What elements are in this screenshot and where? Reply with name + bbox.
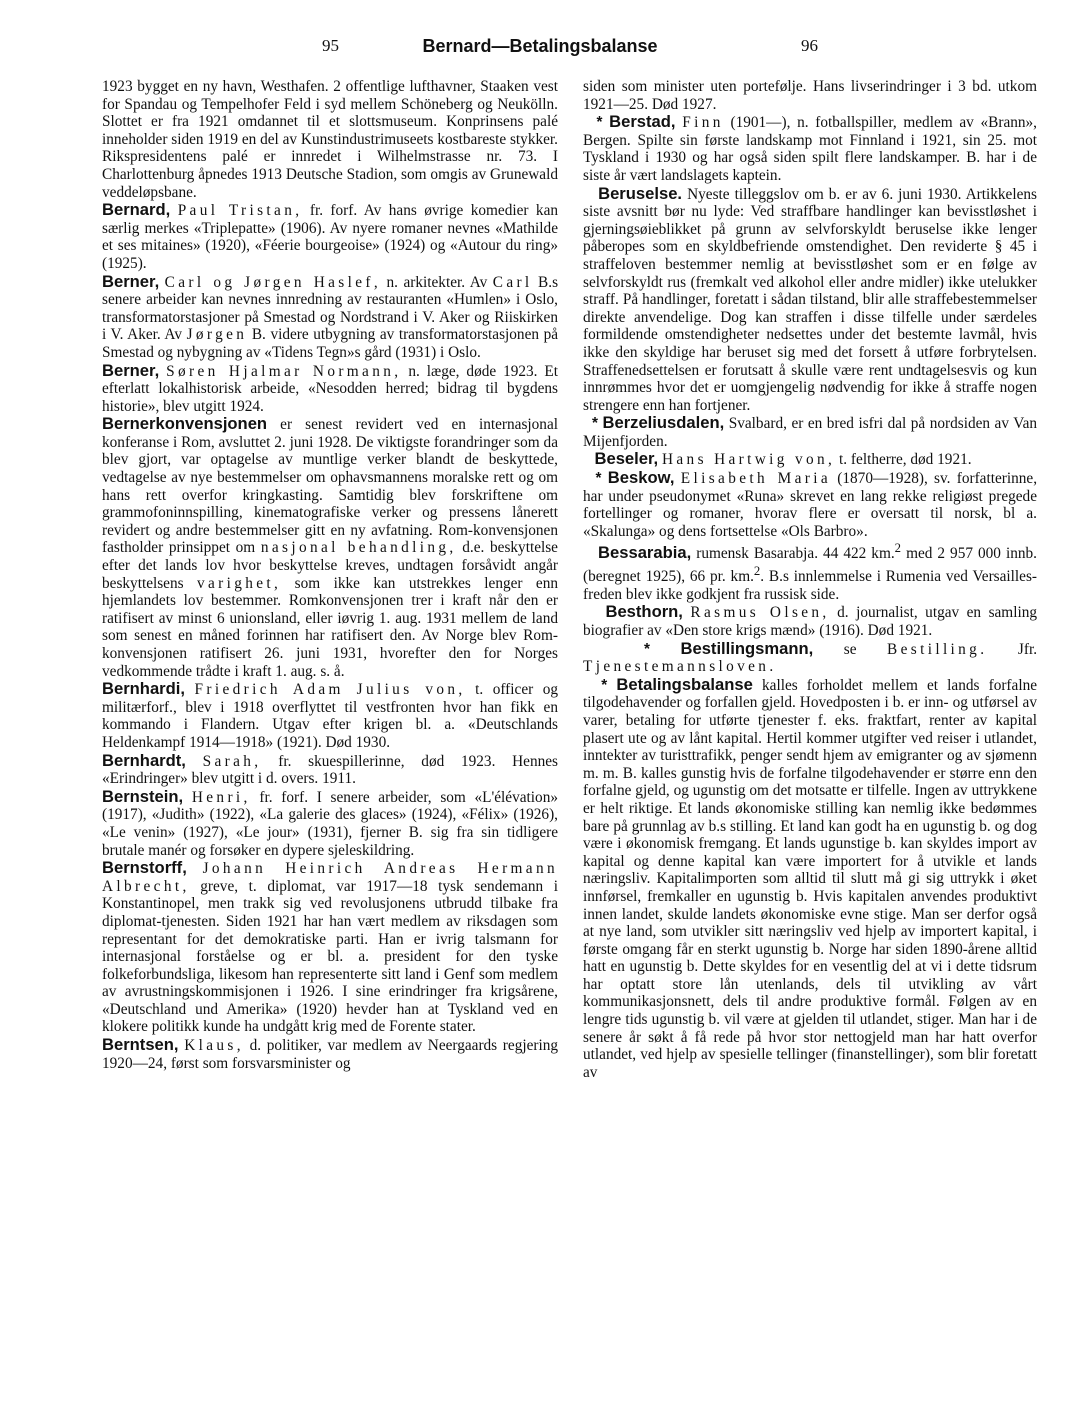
headword: Bestillingsmann, [680,638,814,658]
headword: Beseler, [594,449,659,469]
spaced-name: Klaus, [184,1037,244,1055]
entry-text: er senest revidert ved en internasjonal konferanse i Rom, avsluttet 2. juni 1928. De viktigste forandringer som da blev gjort, var optagelse av muntlige verker blandt de beskyttede, vedtagelse av nye bestemmelser om ophavsmannens moralske rett og om hans rett overfor kringkasting. Samtidig blev forskriftene om grammofoninnspilling, kinematografiske verker og pressens lånerett revidert og andre bestemmelser gitt en ny avfatning. Rom-konvensjonen fastholder prinsippet om [102,416,558,557]
entry-berner-soren [102,362,558,416]
entry-text: kalles forholdet mellem et lands forfalne tilgodehavender og forfallen gjeld. Hovedposten i b. er inn- og utførsel av varer, betaling for utførte tjenester f. eks. fraktfart, renter av kapital plasert ute og av lånt kapital. Hertil kommer utgifter ved reiser i utlandet, inntekter av turisttrafikk, penger sendt hjem av emigranter og av sjømenn m. m. B. kalles gunstig hvis de forfalne tilgodehavender er større enn den forfalne gjeld, og ugunstig om det motsatte er tilfelle. Ingen av uttrykkene er helt riktige. Et lands økonomiske stilling kan nemlig ikke bedømmes bare på grunnlag av b.s stilling. Et land kan godt ha en ugunstig b. og dog være i økonomisk fremgang. Et lands ugunstige b. kan skyldes import av kapital og denne kapital kan være importert for å utvikle et lands næringsliv. Kapitalimporten som alltid til slutt må gi sig uttrykk i øket innførsel, fremkaller en ugunstig b. Hvis kapitalen anvendes produktivt innen landet, skulde landets økonomiske evne stige. Man ser derfor også at nye land, som utvikler sitt næringsliv ved hjelp av importert kapital, i første omgang får en sterkt ugunstig b. Norge har siden 1890-årene alltid hatt en ugunstig b. Dette skyldes for en vesentlig del at vi i dette tidsrum har optatt store lån utenlands, dels til utvikling av vårt kommunikasjonsnett, dels til andre produktive formål. Følgen av en lengre tids ugunstig b. vil være at gjelden til utlandet, stiger. Man har i de senere år søkt å få rede på hvor stor nettogjeld man har hatt overfor utlandet, ved hjelp av spesielle tellinger (finanstellinger), som blir foretatt av [583,676,1038,1081]
headword: Bernstorff, [102,858,187,878]
new-entry-marker: * [592,415,598,433]
spaced-name: Søren Hjalmar Normann, [166,362,402,380]
entry-text: Jfr. [1017,640,1038,658]
entry-text: d.e. beskyttelse efter det lands lov hvor beskyttelse kreves, undtagen forsåvidt angår beskyttelsens [102,539,558,592]
entry-text: (1901—), n. fotballspiller, medlem av «Brann», Bergen. Spilte sin første landskamp mot Finnland i 1921, sin 25. mot Tyskland i 1930 og har også siden spilt flere landskamper. B. har i de siste år vært landslagets kaptein. [583,114,1038,184]
headword: Besthorn, [605,602,683,622]
entry-text: greve, t. diplomat, var 1917—18 tysk sendemann i Konstantinopel, men trakk sig ved revolusjonens utbrudd tilbake fra diplomat-tjenesten. Siden 1921 har han vært medlem av riksdagen som representant for det demokratiske parti. Han er ivrig talsmann for internasjonal forståelse og er bl. a. president for den tyske folkeforbundsliga, likesom han representerte sitt land i Genf som medlem av avrustningskommisjonen i 1926. I sine erindringer fra krigsårene, «Deutschland und Amerika» (1920) hevder han at Tyskland ved en klokere politikk kunde ha undgått krig med de Forente stater. [102,877,558,1036]
new-entry-marker: * [644,640,650,658]
entry-text: med 2 957 000 innb. (beregnet 1925), 66 pr. km. [583,545,1037,586]
entry-bernhardi [102,680,558,751]
entry-text: Nyeste tilleggslov om b. er av 6. juni 1930. Artikkelens siste avsnitt bør nu lyde: Ved straffbare handlinger kan bevisstløshet i gjerningsøieblikket på grunn av selvforskyldt beruselse ikke lenger påberopes som en skyldbefriende omstendighet. Den reviderte § 45 i straffeloven bestemmer nemlig at bevisstløshet som er en følge av selvforskyldt rus (fremkalt ved alkohol eller andre midler) ikke utelukker straff. På handlinger, foretatt i sådan tilstand, blir alle straffebestemmelser direkte anvendelige. Dog kan straffen i disse tilfelle under særdeles formildende omstendigheter nedsettes under det bestemte lavmål, hvis ikke den skyldige har beruset sig med det forsett å utføre forbrytelsen. Straffenedsettelsen er forutsatt å skulle være rent undtagelsesvis og kun innrømmes hvor det er uomgjengelig nødvendig for ikke å straffe nogen strengere enn han fortjener. [583,185,1037,414]
entry-text: d. journalist, utgav en samling biografier av «Den store krigs mænd» (1916). Død 1921. [583,604,1038,639]
entry-text: 1923 bygget en ny havn, Westhafen. 2 offentlige lufthavner, Staaken vest for Spandau og Tempelhofer Feld i syd mellem Schöneberg og Neukölln. Slottet er fra 1921 omdannet til et slottsmuseum. Konprinsens palé inneholder siden 1919 en del av Kunstindustrimuseets kostbareste stykker. Rikspresidentens palé er innredet i Wilhelmstrasse nr. 73. I Charlottenburg åpnedes 1913 Deutsche Stadion, som omgis av Grunewald veddeløpsbane. [102,78,558,201]
spaced-name: Carl [492,273,533,291]
entry-text: B.s senere arbeider kan nevnes innredning av restauranten «Humlen» i Oslo, transformatorstasjoner på Smestad og Nordstrand i V. Aker og Riiskirken i V. Aker. Av [102,273,559,344]
superscript: 2 [894,541,902,556]
entry-bernstorff [102,859,558,1036]
superscript: 2 [753,564,761,579]
new-entry-marker: * [596,114,603,132]
headword: Berntsen, [102,1035,179,1055]
entry-text: siden som minister uten portefølje. Hans livserindringer i 3 bd. utkom 1921—25. Død 1927. [583,78,1037,113]
new-entry-marker: * [601,676,608,694]
entry-bernard [102,201,558,272]
entry-bestillingsmann [583,640,1037,676]
spaced-name: Friedrich Adam Julius von, [194,681,466,699]
headword: Bessarabia, [598,543,692,563]
headword: Beskow, [607,468,675,488]
headword: Berstad, [609,112,676,132]
headword: Bernard, [102,200,171,220]
entry-bernerkonvensjonen [102,415,558,680]
spaced-name: Henri, [191,788,251,806]
entry-bernstein [102,788,558,859]
entry-text: (1870—1928), sv. forfatterinne, har under pseudonymet «Runa» skrevet en lang rekke religiøst pregede fortellinger og romaner, hvorav flere er oversatt til norsk, bl a. «Skalunga» og dens fortsettelse «Ols Barbro». [583,470,1038,540]
entry-berzeliusdalen [583,414,1037,450]
right-column [583,78,1037,1081]
headword: Bernerkonvensjonen [102,414,268,434]
headword: Bernhardi, [102,679,185,699]
new-entry-marker: * [595,470,602,488]
entry-text: B. videre utbygning av transformatorstasjonen på Smestad og nybygning av «Tidens Tegn»s gård (1931) i Oslo. [102,326,559,361]
entry-berstad [583,113,1037,184]
entry-berlin-continued [102,78,558,201]
entry-text: t. officer og militærforf., blev i 1918 overflyttet til vestfronten hvor han fikk en kommando i Flandern. Utgav efter krigen bl. a. «Deutschlands Heldenkampf 1914—1918» (1921). Død 1930. [102,681,559,751]
entry-text: rumensk Basarabja. 44 422 km. [696,545,895,563]
entry-text: . B.s innlemmelse i Rumenia ved Versailles-freden blev ikke godkjent fra russisk side. [583,568,1038,603]
entry-berner-carl-jorgen [102,273,558,362]
entry-text: d. politiker, var medlem av Neergaards regjering 1920—24, først som forsvarsminister og [102,1037,559,1072]
headword: Berzeliusdalen, [602,413,725,433]
spaced-term: varighet, [197,574,282,592]
entry-bessarabia [583,540,1037,603]
headword: Beruselse. [598,183,683,203]
page-number-right: 96 [801,36,818,55]
entry-text: n. læge, døde 1923. Et efterlatt lokalhistorisk arbeide, «Nesodden herred; bidrag til bygdens historie», blev utgitt 1924. [102,362,559,415]
entry-beseler [583,450,1037,469]
spaced-name: Rasmus Olsen, [690,604,830,622]
spaced-name: Jørgen [186,326,248,344]
entry-text: n. arkitekter. Av [386,273,488,291]
entry-text: Svalbard, er en bred isfri dal på nordsiden av Van Mijenfjorden. [583,415,1038,450]
headword: Betalingsbalanse [616,674,753,694]
entry-berntsen [102,1036,558,1072]
headword: Berner, [102,271,160,291]
entry-beruselse [583,185,1037,415]
cross-reference: Bestilling. [887,640,988,658]
entry-text: fr. forf. Av hans øvrige komedier kan særlig merkes «Triplepatte» (1906). Av nyere romaner nevnes «Mathilde et ses mitaines» (1920), «Féerie bourgeoise» (1924) og «Autour du ring» (1925). [102,202,559,272]
spaced-term: nasjonal behandling, [260,539,457,557]
left-column [102,78,558,1072]
entry-besthorn [583,603,1037,639]
entry-berntsen-continued [583,78,1037,113]
spaced-name: Elisabeth Maria [680,470,831,488]
entry-text: fr. skuespillerinne, død 1923. Hennes «Erindringer» blev utgitt i d. overs. 1911. [102,752,558,788]
entry-betalingsbalanse [583,676,1037,1082]
headword: Berner, [102,360,160,380]
spaced-name: Sarah, [202,752,262,770]
page-header [0,36,1080,66]
headword: Bernhardt, [102,750,186,770]
spaced-name: Johann Heinrich Andreas Hermann Albrecht, [102,860,558,895]
entry-text: som ikke kan utstrekkes lenger enn hjemlandets lov bestemmer. Romkonvensjonen trer i kraft når den er ratifisert av minst 6 unionsland, eller iøvrig 1. aug. 1931 mellem de land som senest en måned forinnen har ratifisert den. Av Norge blev Rom-konvensjonen ratifisert 26. juni 1931, hvorefter den for Norges vedkommende trådte i kraft 1. aug. s. å. [102,574,559,680]
entry-bernhardt [102,752,558,788]
entry-text: t. feltherre, død 1921. [839,451,972,469]
spaced-name: Paul Tristan, [177,202,303,220]
spaced-name: Finn [682,114,724,132]
entry-text: fr. forf. I senere arbeider, som «L'élévation» (1917), «Judith» (1922), «La galerie des glaces» (1924), «Félix» (1926), «Le venin» (1927), «Le jour» (1931), fjerner B. sig fra sin tidligere brutale manér og forsøker en dypere sjeleskildring. [102,788,558,859]
cross-reference: Tjenestemannsloven. [583,658,777,676]
page-number-left: 95 [322,36,339,55]
running-title: Bernard—Betalingsbalanse [422,36,658,56]
spaced-name: Hans Hartwig von, [661,451,836,469]
spaced-name: Carl og Jørgen Haslef, [164,273,382,291]
entry-text: se [843,640,857,658]
entry-beskow [583,469,1037,540]
headword: Bernstein, [102,786,184,806]
